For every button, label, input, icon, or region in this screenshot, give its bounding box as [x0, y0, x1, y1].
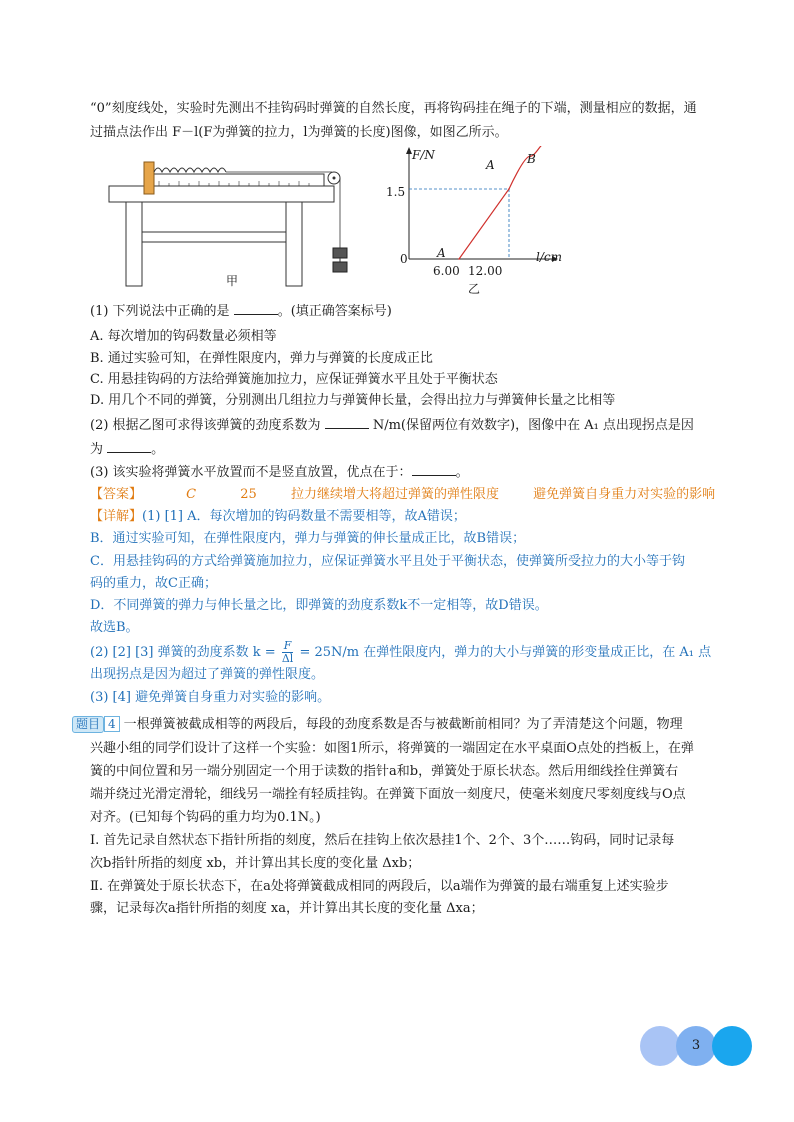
x-tick-label-2: 12.00 — [468, 264, 503, 278]
detail-line-4: 码的重力，故C正确； — [90, 576, 217, 591]
intro-line-1: “0”刻度线处，实验时先测出不挂钩码时弹簧的自然长度，再将钩码挂在绳子的下端，测量相应的数据，通 — [90, 101, 697, 116]
q1-option-a: A. 每次增加的钩码数量必须相等 — [90, 329, 277, 344]
decor-circle — [712, 1026, 752, 1066]
y-tick-label: 1.5 — [386, 185, 406, 199]
answer-line: 【答案】 C 25 拉力继续增大将超过弹簧的弹性限度 避免弹簧自身重力对实验的影响 — [90, 487, 716, 502]
q1-stem: (1) 下列说法中正确的是 。(填正确答案标号) — [90, 304, 392, 319]
detail-line-5: D．不同弹簧的弹力与伸长量之比，即弹簧的劲度系数k不一定相等，故D错误。 — [90, 598, 548, 613]
fraction-denominator: Δl — [281, 652, 294, 665]
question-number: 4 — [104, 716, 120, 732]
detail-line-3: C．用悬挂钩码的方式给弹簧施加拉力，应保证弹簧水平且处于平衡状态，使弹簧所受拉力的大小等于钩 — [90, 554, 685, 569]
q1-option-c: C. 用悬挂钩码的方法给弹簧施加拉力，应保证弹簧水平且处于平衡状态 — [90, 372, 498, 387]
q4-line-5: 对齐。(已知每个钩码的重力均为0.1N。) — [90, 810, 321, 825]
q4-line-4: 端并绕过光滑定滑轮，细线另一端拴有轻质挂钩。在弹簧下面放一刻度尺，使毫米刻度尺零刻度线与O点 — [90, 787, 686, 802]
detail-line-6: 故选B。 — [90, 620, 139, 635]
q2-line-2: 为 。 — [90, 442, 165, 457]
detail-line-7: (2) [2] [3] 弹簧的劲度系数 k = $\frac{F}{\Delta l}$ = 25N/m 在弹性限度内，弹力的大小与弹簧的形变量成正比，在 A₁ 点 — [90, 639, 712, 665]
weight — [333, 248, 347, 258]
weight — [333, 262, 347, 272]
q1-option-b: B. 通过实验可知，在弹性限度内，弹力与弹簧的长度成正比 — [90, 351, 433, 366]
q3-line: (3) 该实验将弹簧水平放置而不是竖直放置，优点在于： 。 — [90, 465, 469, 480]
spring — [154, 168, 226, 172]
q4-line-9: 骤，记录每次a指针所指的刻度 xa，并计算出其长度的变化量 Δxa； — [90, 901, 484, 916]
x-tick-label-1: 6.00 — [433, 264, 460, 278]
data-point — [458, 258, 460, 260]
q4-line-2: 兴趣小组的同学们设计了这样一个实验：如图1所示，将弹簧的一端固定在水平桌面O点处的挡板上，在弹 — [90, 741, 694, 756]
data-point — [508, 188, 510, 190]
apparatus-figure — [104, 152, 354, 292]
figure-yi-label: 乙 — [468, 282, 481, 296]
point-a-upper-label: A — [486, 158, 495, 172]
point-a-lower-label: A — [437, 246, 446, 260]
point-b-label: B — [527, 152, 536, 166]
origin-label: 0 — [400, 252, 408, 266]
intro-line-2: 过描点法作出 F－l(F为弹簧的拉力，l为弹簧的长度)图像，如图乙所示。 — [90, 125, 508, 140]
q2-line-1: (2) 根据乙图可求得该弹簧的劲度系数为 N/m(保留两位有效数字)，图像中在 A₁ 点出现拐点是因 — [90, 418, 694, 433]
x-axis-label: l/cm — [536, 250, 562, 264]
page-number-badge — [640, 1026, 752, 1066]
q4-line-6: Ⅰ. 首先记录自然状态下指针所指的刻度，然后在挂钩上依次悬挂1个、2个、3个……钩码，同时记录每 — [90, 833, 675, 848]
detail-line-8: 出现拐点是因为超过了弹簧的弹性限度。 — [90, 667, 325, 682]
fixed-block — [144, 162, 154, 194]
force-length-graph — [372, 146, 562, 296]
page-number: 3 — [676, 1026, 716, 1066]
decor-circle — [640, 1026, 680, 1066]
fraction-numerator: F — [283, 639, 292, 652]
q1-option-d: D. 用几个不同的弹簧，分别测出几组拉力与弹簧伸长量，会得出拉力与弹簧伸长量之比相等 — [90, 393, 616, 408]
q4-line-7: 次b指针所指的刻度 xb，并计算出其长度的变化量 Δxb； — [90, 856, 421, 871]
q4-line-1: 题目 4 一根弹簧被截成相等的两段后，每段的劲度系数是否与被截断前相同？为了弄清楚这个问题，物理 — [72, 716, 683, 734]
question-tag: 题目 — [72, 716, 104, 733]
detail-line-2: B．通过实验可知，在弹性限度内，弹力与弹簧的伸长量成正比，故B错误； — [90, 531, 526, 546]
q4-line-3: 簧的中间位置和另一端分别固定一个用于读数的指针a和b，弹簧处于原长状态。然后用细线拴住弹簧右 — [90, 764, 679, 779]
q4-line-8: Ⅱ. 在弹簧处于原长状态下，在a处将弹簧截成相同的两段后，以a端作为弹簧的最右端重复上述实验步 — [90, 879, 669, 894]
figure-jia-label: 甲 — [226, 274, 239, 288]
detail-line-9: (3) [4] 避免弹簧自身重力对实验的影响。 — [90, 690, 331, 705]
y-axis-label: F/N — [412, 148, 435, 162]
detail-line-1: 【详解】(1) [1] A．每次增加的钩码数量不需要相等，故A错误； — [90, 509, 466, 524]
